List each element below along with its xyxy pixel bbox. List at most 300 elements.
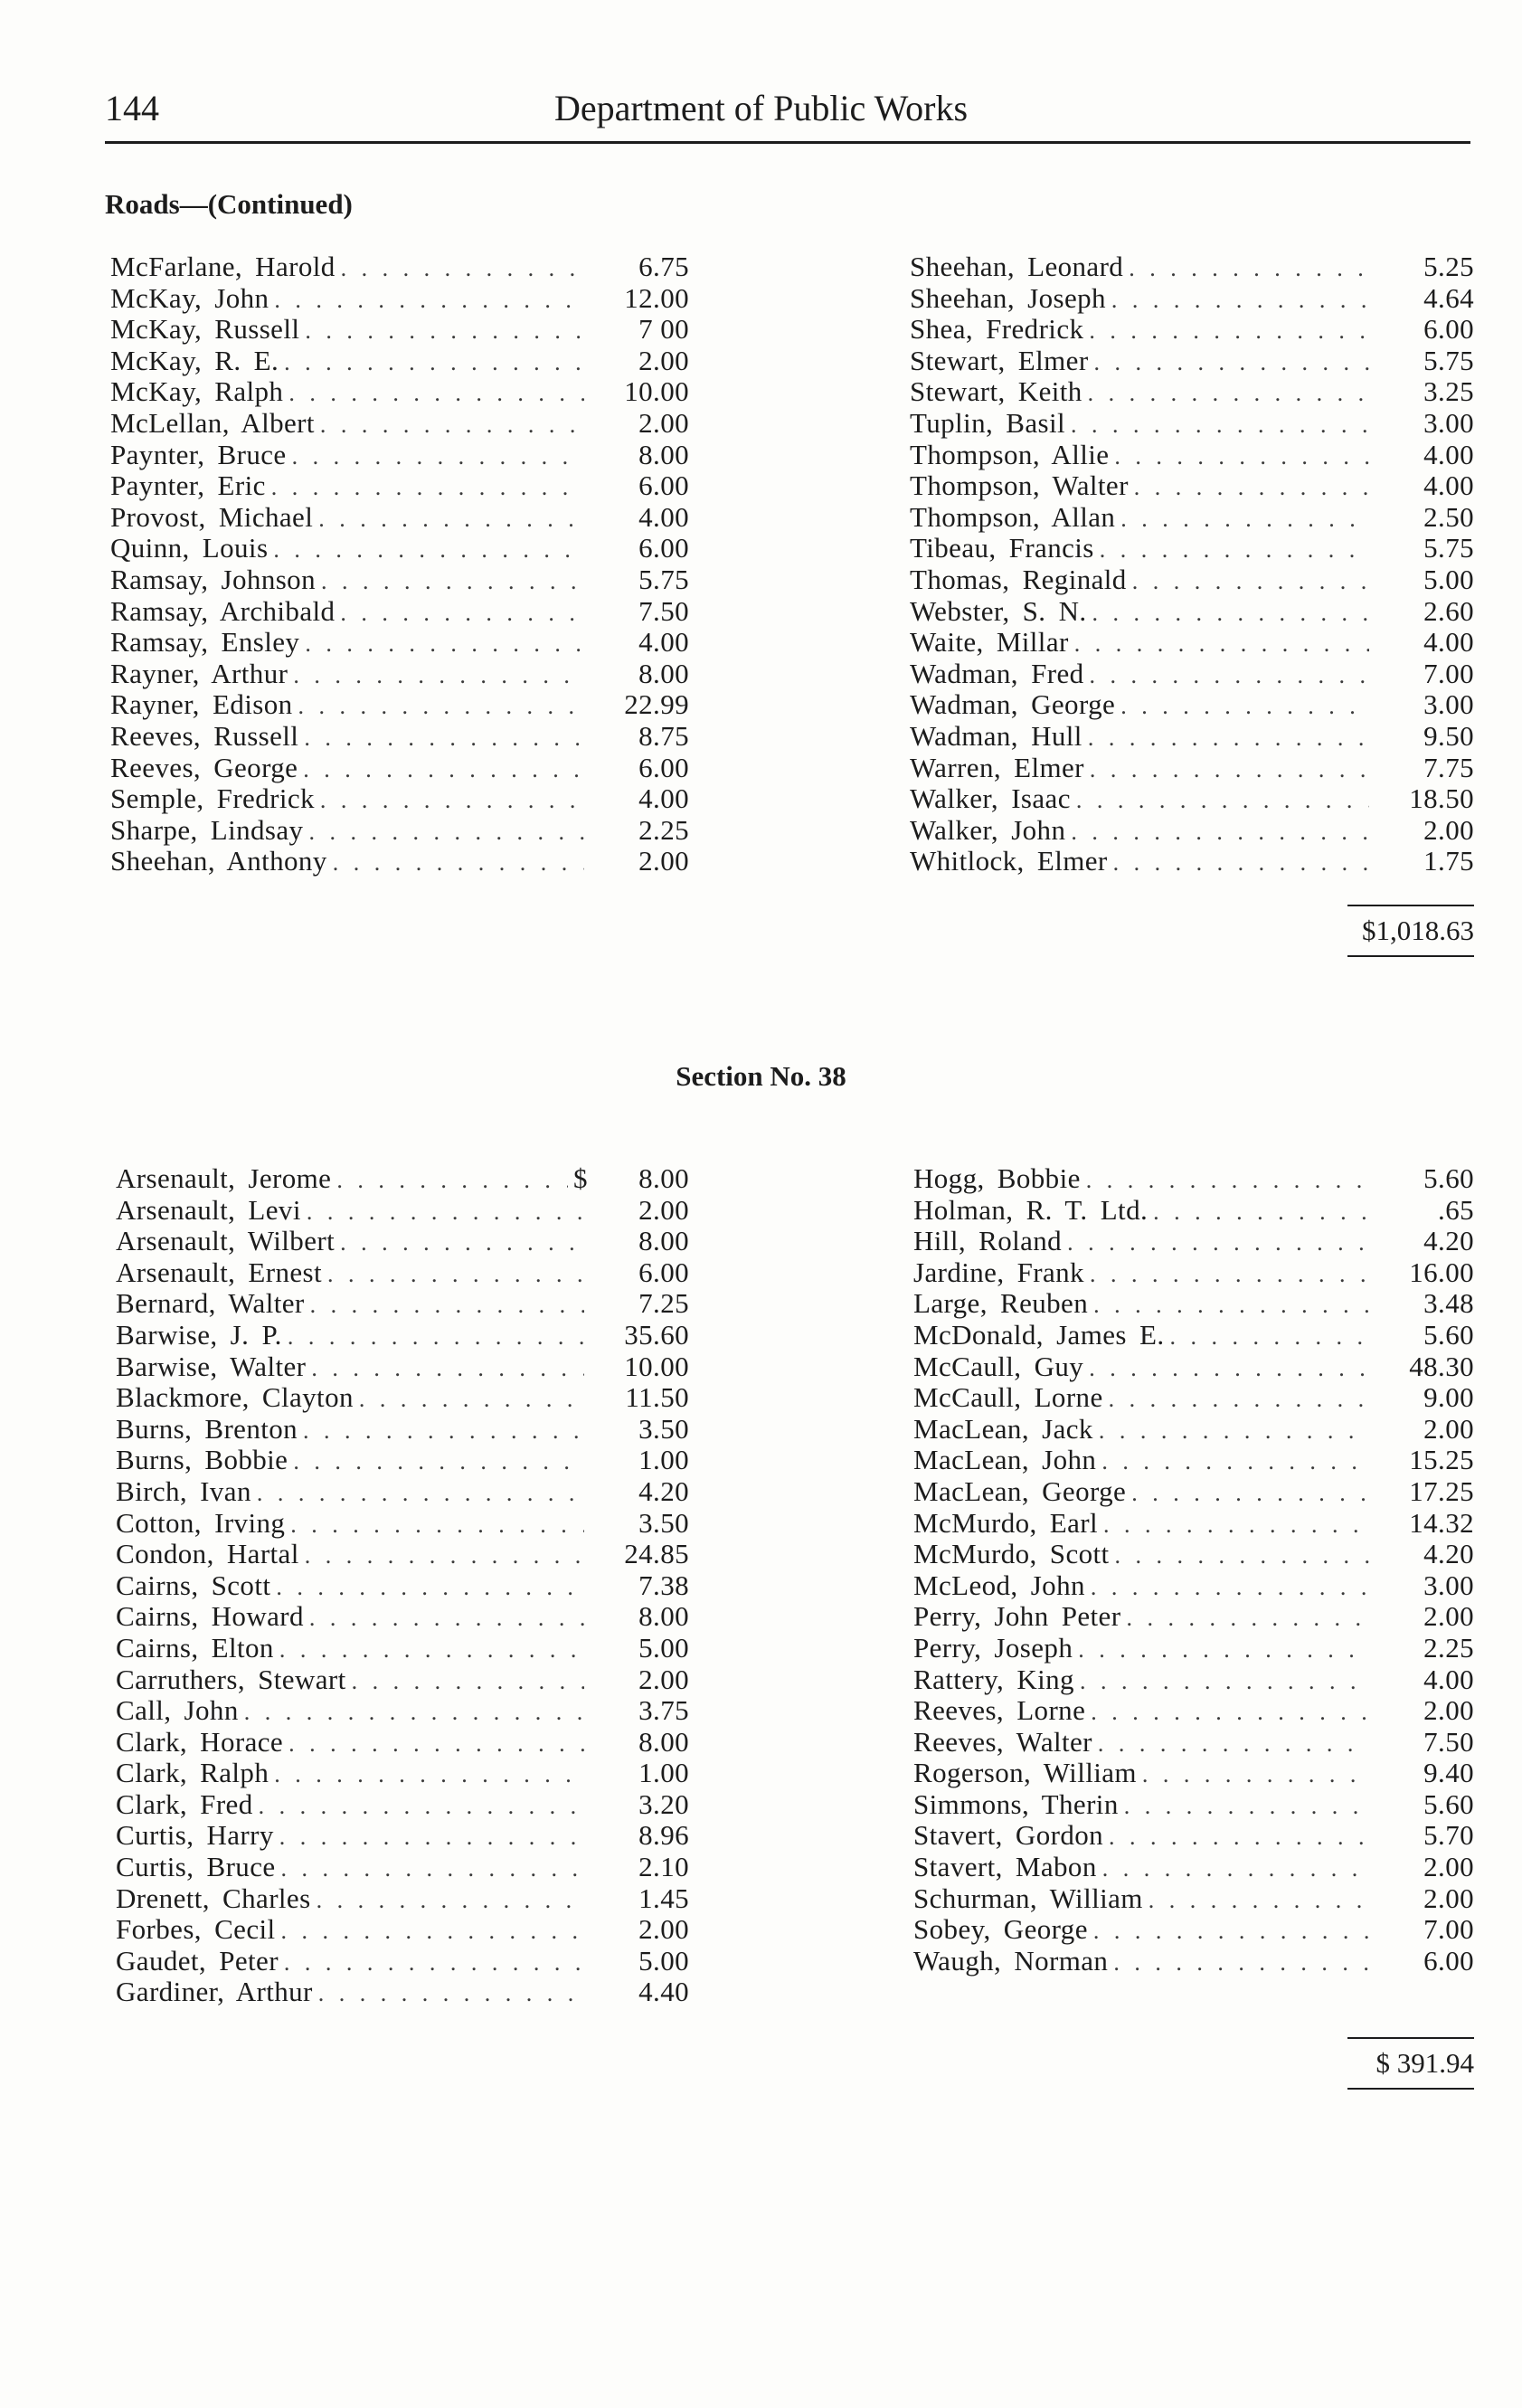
ledger-row — [913, 1257, 1474, 1289]
ledger-row — [913, 1570, 1474, 1602]
payment-amount: 2.00 — [638, 845, 689, 877]
payee-name: Holman, R. T. Ltd. — [913, 1193, 1149, 1226]
payment-amount: 2.00 — [638, 1663, 689, 1695]
payment-amount: 3.00 — [1423, 406, 1474, 439]
payee-name: Reeves, Lorne — [913, 1694, 1086, 1727]
dot-leader — [1131, 1478, 1369, 1510]
dot-leader — [307, 1197, 584, 1228]
ledger-row — [116, 1883, 689, 1915]
payee-name: Bernard, Walter — [116, 1287, 305, 1320]
payee-name: McKay, Russell — [110, 313, 300, 346]
header-rule — [105, 141, 1470, 144]
payment-amount: 2.00 — [1423, 1882, 1474, 1914]
ledger-row — [910, 533, 1474, 564]
dot-leader — [1132, 566, 1369, 598]
payee-name: Cairns, Scott — [116, 1569, 271, 1601]
dot-leader — [1078, 1635, 1369, 1666]
ledger-row — [913, 1382, 1474, 1414]
dot-leader — [1103, 1510, 1369, 1541]
ledger-row — [910, 251, 1474, 283]
payment-amount: 5.00 — [1423, 563, 1474, 595]
ledger-row — [116, 1852, 689, 1883]
dot-leader — [1091, 1572, 1369, 1604]
payment-amount: 2.00 — [1423, 813, 1474, 846]
ledger-row — [116, 1570, 689, 1602]
ledger-row — [116, 1320, 689, 1351]
ledger-row — [913, 1727, 1474, 1759]
payment-amount: 3.50 — [638, 1412, 689, 1445]
ledger-row — [913, 1508, 1474, 1540]
ledger-row — [116, 1601, 689, 1633]
payee-name: McLeod, John — [913, 1569, 1085, 1601]
payee-name: McLellan, Albert — [110, 406, 315, 439]
dot-leader — [321, 566, 584, 598]
ledger-row — [913, 1758, 1474, 1789]
payment-amount: 11.50 — [625, 1381, 689, 1414]
payee-name: Webster, S. N. — [910, 594, 1087, 627]
payment-amount: 4.64 — [1423, 281, 1474, 314]
dot-leader — [1100, 535, 1369, 566]
payment-amount: 4.00 — [638, 782, 689, 815]
ledger-row — [110, 346, 689, 377]
payee-name: Waugh, Norman — [913, 1944, 1109, 1977]
payee-name: Tuplin, Basil — [910, 406, 1065, 439]
payee-name: McMurdo, Earl — [913, 1506, 1099, 1539]
dot-leader — [288, 378, 584, 410]
dot-leader — [1120, 691, 1369, 723]
payee-name: Paynter, Eric — [110, 469, 266, 502]
ledger-row — [910, 721, 1474, 753]
payee-name: Sheehan, Leonard — [910, 251, 1124, 282]
payment-amount: 4.00 — [638, 500, 689, 533]
ledger-row — [910, 846, 1474, 877]
dot-leader — [1086, 1165, 1369, 1197]
ledger-row — [910, 470, 1474, 502]
dot-leader — [274, 285, 584, 317]
payee-name: Stavert, Mabon — [913, 1851, 1097, 1883]
payment-amount: 7.00 — [1423, 1913, 1474, 1946]
payee-name: Curtis, Harry — [116, 1819, 274, 1852]
payment-amount: 6.00 — [638, 1256, 689, 1288]
payee-name: Reeves, George — [110, 751, 298, 783]
dot-leader — [288, 1729, 584, 1760]
payee-name: Tibeau, Francis — [910, 532, 1094, 564]
payment-amount: 2.00 — [638, 406, 689, 439]
payment-amount: 6.00 — [1423, 313, 1474, 346]
ledger-row — [910, 502, 1474, 534]
dot-leader — [298, 691, 585, 723]
payment-amount: 7.38 — [638, 1569, 689, 1601]
payment-amount: 3.20 — [638, 1787, 689, 1820]
ledger-row — [116, 1758, 689, 1789]
ledger-row — [110, 408, 689, 440]
payment-amount: 2.00 — [1423, 1600, 1474, 1633]
payment-amount: 5.75 — [1423, 344, 1474, 376]
payment-amount: 35.60 — [624, 1318, 689, 1351]
payment-amount: 16.00 — [1409, 1256, 1474, 1288]
payment-amount: 2.25 — [1423, 1631, 1474, 1664]
dot-leader — [1076, 785, 1369, 817]
payee-name: Warren, Elmer — [910, 751, 1084, 783]
section-38-right-column — [913, 1163, 1474, 1977]
payment-amount: 8.00 — [638, 1600, 689, 1633]
dot-leader — [1098, 1729, 1369, 1760]
payee-name: Wadman, Fred — [910, 657, 1084, 689]
payment-amount: 4.20 — [1423, 1538, 1474, 1570]
dot-leader — [279, 1822, 584, 1853]
dot-leader — [1113, 848, 1369, 879]
ledger-row — [913, 1664, 1474, 1696]
dot-leader — [305, 316, 584, 347]
dot-leader — [293, 1446, 584, 1478]
payment-amount: 9.50 — [1423, 719, 1474, 752]
ledger-row — [110, 721, 689, 753]
dot-leader — [1094, 347, 1369, 379]
ledger-row — [110, 689, 689, 721]
payment-amount: 6.00 — [1423, 1944, 1474, 1977]
payment-amount: 6.75 — [638, 251, 689, 282]
ledger-row — [116, 1695, 689, 1727]
payee-name: Stewart, Keith — [910, 375, 1082, 408]
payee-name: Condon, Hartal — [116, 1538, 299, 1570]
dot-leader — [1088, 378, 1369, 410]
dot-leader — [305, 1541, 584, 1572]
payment-amount: 7.50 — [638, 594, 689, 627]
payment-amount: 5.60 — [1423, 1162, 1474, 1194]
dot-leader — [1115, 1541, 1369, 1572]
dot-leader — [340, 598, 584, 630]
ledger-row — [910, 376, 1474, 408]
ledger-row — [910, 596, 1474, 628]
payment-amount: 14.32 — [1409, 1506, 1474, 1539]
dot-leader — [290, 1510, 584, 1541]
payee-name: Rayner, Edison — [110, 688, 293, 721]
ledger-row — [116, 1789, 689, 1821]
dot-leader — [1080, 1666, 1369, 1698]
dot-leader — [311, 1353, 584, 1385]
dot-leader — [1074, 629, 1369, 660]
ledger-row — [913, 1476, 1474, 1508]
ledger-row — [116, 1288, 689, 1320]
payee-name: Wadman, Hull — [910, 719, 1082, 752]
dot-leader — [1071, 817, 1369, 848]
payment-amount: 2.00 — [1423, 1412, 1474, 1445]
payment-amount: 5.00 — [638, 1631, 689, 1664]
payee-name: Stavert, Gordon — [913, 1819, 1104, 1852]
payment-amount: 6.00 — [638, 469, 689, 502]
dot-leader — [281, 1853, 584, 1885]
ledger-row — [116, 1257, 689, 1289]
dot-leader — [1113, 1948, 1369, 1979]
payee-name: Birch, Ivan — [116, 1474, 251, 1507]
ledger-row — [913, 1633, 1474, 1664]
ledger-row — [116, 1914, 689, 1946]
payee-name: Walker, Isaac — [910, 782, 1071, 815]
payment-amount: 1.75 — [1423, 845, 1474, 877]
dot-leader — [341, 253, 584, 285]
payee-name: Wadman, George — [910, 688, 1116, 721]
payment-amount: 6.00 — [638, 532, 689, 564]
ledger-row — [910, 815, 1474, 847]
ledger-row — [913, 1820, 1474, 1852]
payment-amount: 1.45 — [638, 1882, 689, 1914]
payee-name: Curtis, Bruce — [116, 1851, 276, 1883]
dot-leader — [274, 1759, 584, 1791]
dot-leader — [1153, 1197, 1369, 1228]
payment-amount: 3.48 — [1423, 1287, 1474, 1320]
payment-amount: 2.60 — [1423, 594, 1474, 627]
payee-name: Thompson, Allan — [910, 500, 1116, 533]
payment-amount: 15.25 — [1409, 1444, 1474, 1476]
dot-leader — [1114, 441, 1369, 473]
payee-name: Sheehan, Anthony — [110, 845, 327, 877]
ledger-row — [110, 564, 689, 596]
payment-amount: 5.75 — [1423, 532, 1474, 564]
ledger-row — [116, 1664, 689, 1696]
payment-amount: .65 — [1438, 1193, 1474, 1226]
dot-leader — [257, 1478, 584, 1510]
payee-name: Clark, Horace — [116, 1725, 284, 1758]
payee-name: Paynter, Bruce — [110, 438, 287, 470]
payee-name: Carruthers, Stewart — [116, 1663, 346, 1695]
payment-amount: 5.25 — [1423, 251, 1474, 282]
payee-name: Barwise, J. P. — [116, 1318, 282, 1351]
payee-name: Reeves, Walter — [913, 1725, 1092, 1758]
dot-leader — [1093, 1290, 1369, 1322]
payee-name: Cotton, Irving — [116, 1506, 286, 1539]
payee-name: McDonald, James E. — [913, 1318, 1165, 1351]
dot-leader — [284, 347, 584, 379]
payment-amount: 1.00 — [638, 1757, 689, 1789]
dot-leader — [318, 504, 584, 536]
payment-amount: 8.75 — [638, 719, 689, 752]
payee-name: Sharpe, Lindsay — [110, 813, 304, 846]
ledger-row — [116, 1977, 689, 2008]
ledger-row — [910, 627, 1474, 659]
payment-amount: 1.00 — [638, 1444, 689, 1476]
dot-leader — [292, 441, 584, 473]
dot-leader — [279, 1635, 584, 1666]
payee-name: Cairns, Elton — [116, 1631, 274, 1664]
payee-name: Thomas, Reginald — [910, 563, 1127, 595]
ledger-row — [910, 346, 1474, 377]
payee-name: Gardiner, Arthur — [116, 1976, 313, 2008]
payee-name: Reeves, Russell — [110, 719, 299, 752]
dot-leader — [271, 472, 584, 504]
payee-name: McKay, John — [110, 281, 269, 314]
payee-name: Thompson, Allie — [910, 438, 1110, 470]
payment-amount: 4.00 — [1423, 469, 1474, 502]
ledger-row — [116, 1351, 689, 1383]
ledger-row — [913, 1601, 1474, 1633]
payee-name: Perry, Joseph — [913, 1631, 1073, 1664]
ledger-row — [910, 283, 1474, 315]
dot-leader — [1090, 754, 1369, 786]
payee-name: Burns, Brenton — [116, 1412, 298, 1445]
payment-amount: 4.20 — [638, 1474, 689, 1507]
ledger-row — [116, 1414, 689, 1446]
payee-name: Ramsay, Johnson — [110, 563, 316, 595]
roads-heading: Roads—(Continued) — [105, 188, 353, 220]
payment-amount: 10.00 — [624, 375, 689, 408]
payee-name: McCaull, Lorne — [913, 1381, 1103, 1414]
payee-name: Jardine, Frank — [913, 1256, 1084, 1288]
section-38-total — [1329, 2037, 1474, 2090]
dot-leader — [320, 410, 584, 441]
payee-name: McMurdo, Scott — [913, 1538, 1110, 1570]
payment-amount: 22.99 — [624, 688, 689, 721]
ledger-row — [910, 564, 1474, 596]
payee-name: Clark, Fred — [116, 1787, 253, 1820]
payment-amount: 17.25 — [1409, 1474, 1474, 1507]
dot-leader — [320, 785, 584, 817]
dot-leader — [1088, 723, 1369, 754]
section-38-heading: Section No. 38 — [676, 1060, 846, 1092]
ledger-row — [110, 502, 689, 534]
payment-amount: 7.25 — [638, 1287, 689, 1320]
ledger-row — [110, 753, 689, 784]
dot-leader — [1093, 1916, 1369, 1948]
dot-leader — [303, 1416, 584, 1447]
payment-amount: 24.85 — [624, 1538, 689, 1570]
payee-name: Waite, Millar — [910, 626, 1069, 659]
payee-name: Sheehan, Joseph — [910, 281, 1106, 314]
payment-amount: 5.70 — [1423, 1819, 1474, 1852]
payment-amount: 2.00 — [638, 1193, 689, 1226]
payee-name: McKay, R. E. — [110, 344, 279, 376]
payment-amount: 3.50 — [638, 1506, 689, 1539]
dot-leader — [1102, 1853, 1369, 1885]
dot-leader — [1109, 1384, 1369, 1416]
dot-leader — [284, 1948, 584, 1979]
payment-amount: 48.30 — [1409, 1350, 1474, 1382]
dot-leader — [273, 535, 584, 566]
total-rule-bottom — [1347, 2088, 1474, 2090]
ledger-row — [913, 1946, 1474, 1977]
dot-leader — [1142, 1759, 1369, 1791]
payment-amount: 8.00 — [638, 657, 689, 689]
dot-leader — [1099, 1416, 1369, 1447]
payee-name: Quinn, Louis — [110, 532, 269, 564]
ledger-row — [913, 1539, 1474, 1570]
dot-leader — [1090, 660, 1369, 692]
ledger-row — [116, 1946, 689, 1977]
payee-name: Rayner, Arthur — [110, 657, 288, 689]
payment-amount: 4.40 — [638, 1976, 689, 2008]
dot-leader — [1129, 253, 1369, 285]
payment-amount: 4.00 — [1423, 438, 1474, 470]
payee-name: McFarlane, Harold — [110, 251, 336, 282]
payment-amount: 7.75 — [1423, 751, 1474, 783]
payee-name: Thompson, Walter — [910, 469, 1129, 502]
ledger-row — [913, 1226, 1474, 1257]
payee-name: Whitlock, Elmer — [910, 845, 1108, 877]
payment-amount: 2.00 — [638, 1913, 689, 1946]
payee-name: MacLean, Jack — [913, 1412, 1093, 1445]
payee-name: Forbes, Cecil — [116, 1913, 276, 1946]
dot-leader — [1149, 1885, 1369, 1917]
dot-leader — [318, 1978, 584, 2010]
dot-leader — [1089, 1353, 1369, 1385]
ledger-row — [913, 1695, 1474, 1727]
dot-leader — [1169, 1322, 1369, 1353]
ledger-row — [913, 1852, 1474, 1883]
roads-right-column — [910, 251, 1474, 877]
payee-name: McKay, Ralph — [110, 375, 284, 408]
dot-leader — [305, 629, 584, 660]
payment-amount: 3.00 — [1423, 688, 1474, 721]
payee-name: MacLean, John — [913, 1444, 1097, 1476]
dot-leader — [244, 1697, 584, 1729]
dot-leader — [1067, 1228, 1369, 1259]
ledger-row — [910, 440, 1474, 471]
payment-amount: 12.00 — [624, 281, 689, 314]
ledger-row — [910, 659, 1474, 690]
ledger-row — [913, 1195, 1474, 1227]
payee-name: Simmons, Therin — [913, 1787, 1119, 1820]
payment-amount: 8.00 — [638, 438, 689, 470]
payee-name: Shea, Fredrick — [910, 313, 1084, 346]
ledger-row — [116, 1195, 689, 1227]
dot-leader — [1126, 1603, 1369, 1635]
payee-name: Arsenault, Jerome — [116, 1162, 332, 1194]
payee-name: Call, John — [116, 1694, 239, 1727]
payee-name: Stewart, Elmer — [910, 344, 1089, 376]
dot-leader — [359, 1384, 584, 1416]
payment-amount: 7.50 — [1423, 1725, 1474, 1758]
payee-name: Rogerson, William — [913, 1757, 1137, 1789]
total-rule-bottom — [1347, 955, 1474, 957]
ledger-row — [910, 689, 1474, 721]
dot-leader — [317, 1885, 584, 1917]
dot-leader — [1090, 1259, 1369, 1291]
ledger-row — [913, 1320, 1474, 1351]
ledger-row — [910, 753, 1474, 784]
ledger-row — [913, 1414, 1474, 1446]
payee-name: Burns, Bobbie — [116, 1444, 288, 1476]
payee-name: Gaudet, Peter — [116, 1944, 279, 1977]
ledger-row — [116, 1163, 689, 1195]
page-number: 144 — [105, 88, 159, 128]
ledger-row — [116, 1508, 689, 1540]
payment-amount: 8.00 — [638, 1725, 689, 1758]
payee-name: Semple, Fredrick — [110, 782, 315, 815]
section-38-left-column — [116, 1163, 689, 2008]
ledger-row — [110, 440, 689, 471]
payee-name: Rattery, King — [913, 1663, 1074, 1695]
payment-amount: 5.00 — [638, 1944, 689, 1977]
dot-leader — [327, 1259, 584, 1291]
ledger-row — [110, 376, 689, 408]
payment-amount: 2.00 — [1423, 1851, 1474, 1883]
payment-amount: 10.00 — [624, 1350, 689, 1382]
ledger-row — [913, 1163, 1474, 1195]
ledger-row — [110, 627, 689, 659]
payee-name: Provost, Michael — [110, 500, 314, 533]
ledger-row — [110, 314, 689, 346]
dot-leader — [1111, 285, 1369, 317]
payment-amount: 6.00 — [638, 751, 689, 783]
dot-leader — [352, 1666, 584, 1698]
payment-amount: 8.96 — [638, 1819, 689, 1852]
payment-amount: 2.00 — [638, 344, 689, 376]
ledger-row — [913, 1288, 1474, 1320]
dot-leader — [281, 1916, 584, 1948]
payment-amount: 5.60 — [1423, 1318, 1474, 1351]
ledger-row — [116, 1382, 689, 1414]
payment-amount: 4.00 — [1423, 626, 1474, 659]
dot-leader — [293, 660, 584, 692]
